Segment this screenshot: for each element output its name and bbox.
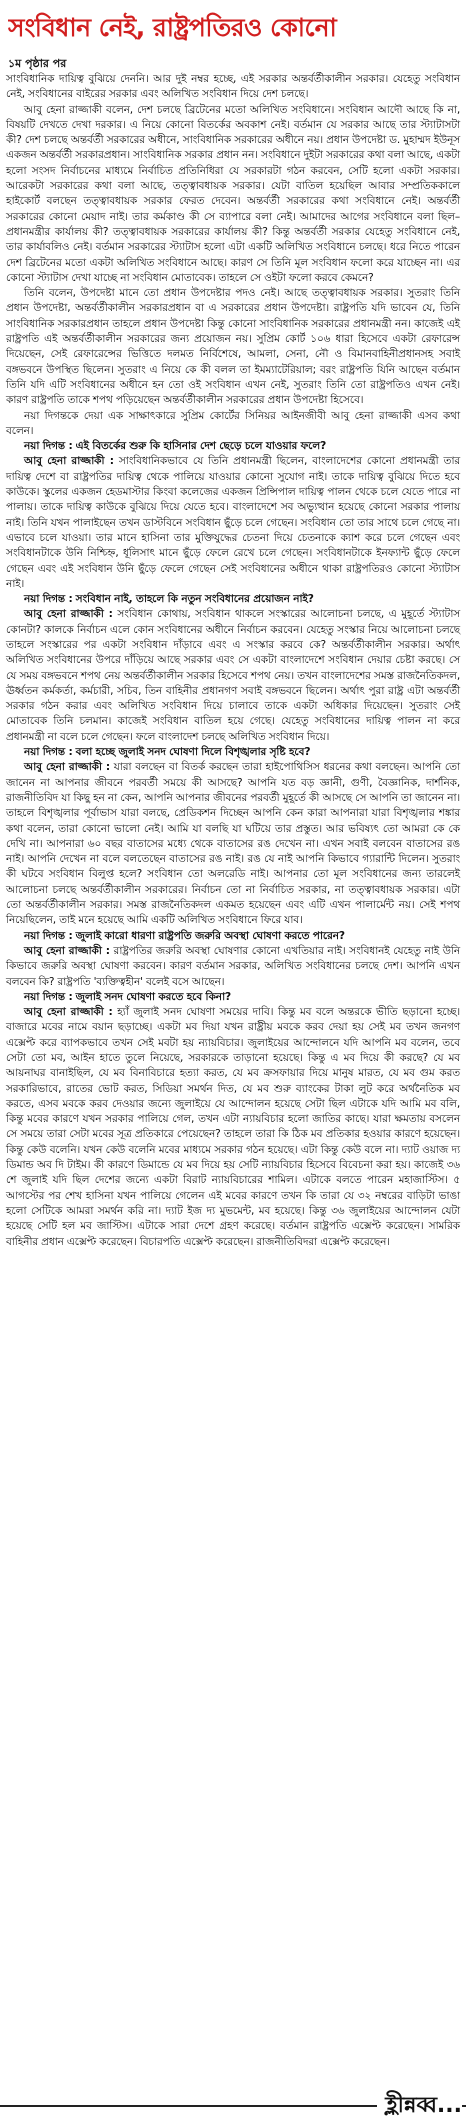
question-paragraph: [6, 592, 460, 607]
answer-paragraph: [6, 454, 460, 592]
speaker-label: আবু হেনা রাজ্জাকী :: [24, 944, 110, 957]
answer-text: যারা বলছেন বা বিতর্ক করছেন তারা হাইপোথিসিস ধরনের কথা বলছেন। আপনি তো জানেন না আপনার জীবনে পরবর্তী সময়ে কী আসছে? আপনি যত বড় জ্ঞানী, গুণী, বৈজ্ঞানিক, দার্শনিক, রাজনীতিবিদ যা কিছু হন না কেন, আপনি আপনার জীবনের পরবর্তী মুহূর্তে কী আসছে সে আপনি তা জানেন না। তাহলে বিশৃঙ্খলার পূর্বাভাস যারা বলছে, প্রেডিকশন দিচ্ছেন আপনি কেন কারা আপনারা যারা বিশৃঙ্খলার শঙ্কার কথা বলেন, তারা কোনো ভালো নেই। আমি যা বলছি যা ঘটিয়ে তার প্রস্তুত। আর ভবিষ্যৎ তো আমরা কে কে দেখি না। আপনারা ৬০ বছর বাতাসের মধ্যে থেকে বাতাসের রঙ দেখেন না। এখন সবাই বলবেন বাতাসের রঙ নাই। আপনি দেখেন না বলে বলতেছেন বাতাসের রঙ নাই। রঙ যে নাই আপনি কিভাবে গ্যারান্টি দিলেন। সুতরাং কী ঘটবে সংবিধান বিলুপ্ত হলে? সংবিধান তো অলরেডি নাই। আপনার তো মূল সংবিধানের জন্য তারলেই আলোচনা চলছে অন্তর্বর্তীকালীন সরকারের। নির্বাচন তো না নির্বাচিত সরকার, না তত্ত্বাবধায়ক সরকার। এটা তো অন্তর্বর্তীকালীন সরকার। সমস্ত রাজনৈতিকদল একমত হয়েছেন এবং এটি এখন পালার্মেন্ট নয়। সেই শপথ নিয়েছিলেন, তাই মনে হয়েছে আমি একটি অলিখিত সংবিধানে ফিরে যাব।: [6, 761, 461, 927]
question-paragraph: [6, 439, 460, 454]
question-text: বলা হচ্ছে জুলাই সনদ ঘোষণা দিলে বিশৃঙ্খলার সৃষ্টি হবে?: [75, 746, 311, 759]
footer-text: হ্লীন্নব্ব...: [377, 2091, 462, 2121]
question-text: এই বিতর্কের শুরু কি হাসিনার দেশ ছেড়ে চলে যাওয়ার ফলে?: [75, 440, 327, 453]
page-footer: [0, 2081, 466, 2121]
answer-paragraph: [6, 1005, 460, 1250]
answer-text: সাংবিধানিকভাবে যে তিনি প্রধানমন্ত্রী ছিলেন, বাংলাদেশের কোনো প্রধানমন্ত্রী তার দায়িত্ব দেশে বা রাষ্ট্রপতির দায়িত্ব থেকে পালিয়ে যাওয়ার কোনো সুযোগ নাই। তাকে দায়িত্ব বুঝিয়ে দিতে হবে কাউকে। স্কুলের একজন হেডমাস্টার কিংবা কলেজের একজন প্রিন্সিপাল দায়িত্ব পালন থেকে চলে যেতে পারে না পালায়। তাকে দায়িত্ব কাউকে বুঝিয়ে দিয়ে যেতে হবে। বাংলাদেশে সব অভ্যুত্থান হয়েছে কোনো সরকার পালায় নাই। তিনি যখন পালাইছেন তখন ডাস্টবিনে সংবিধান ছুঁড়ে চলে গেছেন। সংবিধান তো তার সাথে চলে গেছে না। এভাবে চলে যাওয়া। তার মানে হাসিনা তার মুক্তিযুদ্ধের চেতনা দিয়ে চেতনাকে ক্যাশ করে চলে গেছেন এবং সংবিধানটাকে উনি নিশ্চিহ্ন, ধূলিসাৎ মানে ছুঁড়ে ফেলে রেখে চলে গেছেন। সংবিধানটাকে ইনফ্যান্ট ছুঁড়ে ফেলে গেছেন এবং এই সংবিধান উনি ছুঁড়ে ফেলে গেছেন সেই সংবিধানের অধীনে থাকা রাষ্ট্রপতিরও কোনো স্ট্যাটাস নাই।: [6, 455, 460, 590]
answer-text: হ্যাঁ জুলাই সনদ ঘোষণা সময়ের দাবি। কিন্তু মব বলে অন্তরকে ভীতি ছড়ানো হচ্ছে। বাজারে মবের নামে বয়ান ছড়াচ্ছে। একটা মব দিয়া যখন রাষ্ট্রীয় মবকে করব দেয়া হয় সেই মব তখন জনগণ এক্সেপ্ট করে ব্যাপকভাবে তখন সেই মবটা হয় ন্যায়বিচার। জুলাইয়ের আন্দোলনে যদি আপনি মব বলেন, তবে সেটা তো মব, আইন হাতে তুলে নিয়েছে, সরকারকে তাড়ানো হয়েছে। কিন্তু এ মব দিয়ে কী করছে? যে মব আয়নাঘর বানাইছিল, যে মব বিনাবিচারে হত্যা করত, যে মব ক্রসফায়ার দিয়ে মানুষ মারত, যে মব গুম করত সরকারিভাবে, রাতের ভোট করত, সিডিয়া সমর্থন দিত, যে মব শুরু ব্যাংকের টাকা লুট করে অর্থনৈতিক মব করতে, এসব মবকে করব দেওয়ার জন্যে জুলাইয়ে যে আন্দোলন হয়েছে সেটা ছিল এটাকে যদি আমি মব বলি, কিন্তু মবের কারণে যখন সরকার পালিয়ে গেল, তখন এটা ন্যায়বিচার হলো জাতির কাছে। যারা ক্ষমতায় বসলেন সে সময়ে তারা সেটা মবের সূত্র প্রতিকারে পেয়েছেন? তাহলে তারা কি ঠিক মব প্রতিকার হওয়ার কারণে হয়েছেন। কিন্তু কেউ বলেনি। যখন কেউ বলেনি মবের মাধ্যমে সরকার গঠন হয়েছে। এটা কিন্তু কেউ বলে না। দ্যাট ওয়াজ দ্য ডিমান্ড অব দি টাইম। কী কারণে ডিমান্ডে যে মব দিয়ে হয় সেটি ন্যায়বিচার হিসেবে বিবেচনা করা হয়। কাজেই ৩৬ শে জুলাই যদি ছিল দেশের জন্যে একটা বিরাট ন্যায়বিচারের শামিল। এটাকে বলতে পারেন মহাজাস্টিস। ৫ আগস্টের পর শেখ হাসিনা যখন পালিয়ে গেলেন এই মবের কারণে তখন কি তারা যে ৩২ নম্বরের বাড়িটা ভাঙা হলো সেটিকে আমরা সমর্থন করি না। দ্যাট ইজ দ্য মুভমেন্ট, মব হয়েছে। কিন্তু ৩৬ জুলাইয়ের আন্দোলন যেটা হয়েছে সেটি হল মব জাস্টিস। এটাকে সারা দেশে গ্রহণ করেছে। বর্তমান রাষ্ট্রপতি এক্সেপ্ট করেছেন। সামরিক বাহিনীর প্রধান এক্সেপ্ট করেছেন। বিচারপতি এক্সেপ্ট করেছেন। রাজনীতিবিদরা এক্সেপ্ট করেছেন।: [6, 1006, 460, 1248]
interviewer-label: নয়া দিগন্ত :: [24, 929, 73, 942]
answer-text: রাষ্ট্রপতির জরুরি অবস্থা ঘোষণার কোনো এখতিয়ার নাই। সংবিধানই যেহেতু নাই উনি কিভাবে জরুরি অবস্থা ঘোষণা করবেন। কারণ বর্তমান সরকার, অলিখিত সংবিধানের চলছে দেশ। আপনি এখন বলবেন কি? রাষ্ট্রপতি 'ব্যক্তিত্বহীন' বলেই বসে আছেন।: [6, 944, 460, 988]
question-text: জুলাই কারো ধারণা রাষ্ট্রপতি জরুরি অবস্থা ঘোষণা করতে পারেন?: [75, 929, 345, 942]
article-body: [6, 72, 460, 1250]
interviewer-label: নয়া দিগন্ত :: [24, 746, 73, 759]
article-headline: সংবিধান নেই, রাষ্ট্রপতিরও কোনো: [8, 13, 337, 42]
speaker-label: আবু হেনা রাজ্জাকী :: [24, 455, 114, 468]
answer-text: সংবিধান কোথায়, সংবিধান থাকলে সংস্কারের আলোচনা চলছে, এ মুহূর্তে স্ট্যাটাস কোনটা? কালকে নির্বাচন এলে কোন সংবিধানের অধীনে নির্বাচন করবেন। যেহেতু সংস্কার নিয়ে আলোচনা চলছে তাহলে সংস্কারের পর একটা সংবিধান দাঁড়াবে এবং এ সংস্কার করবে কে? অন্তর্বর্তীকালীন সরকার। অর্থাৎ অলিখিত সংবিধানের উপরে দাঁড়িয়ে আছে সরকার এবং সে একটা বাংলাদেশে সংবিধান দেয়ার চেষ্টা করছে। সে যে সময় বঙ্গভবনে শপথ নেয় অন্তর্বর্তীকালীন সরকার হিসেবে শপথ নেয়। তখন বাংলাদেশের সমস্ত রাজনৈতিকদল, ঊর্ধ্বতন কর্মকর্তা, কর্মচারী, সচিব, তিন বাহিনীর প্রধানগণ সবাই বঙ্গভবনে ছিলেন। অর্থাৎ পুরা রাষ্ট্র এটা অন্তর্বর্তী সরকার গঠন করার এবং অলিখিত সংবিধান দিয়ে চালাবে তাকে একটা অধিকার দিয়েছেন। সুতরাং সেই মোতাবেক তিনি চলমান। কাজেই সংবিধান বাতিল হয়ে গেছে। যেহেতু সংবিধানের দায়িত্ব পালন না করে প্রধানমন্ত্রী না বলে চলে গেছেন। ফলে বাংলাদেশ চলছে অলিখিত সংবিধান দিয়ে।: [6, 608, 460, 743]
question-text: জুলাই সনদ ঘোষণা করতে হবে কিনা?: [75, 990, 231, 1003]
answer-paragraph: [6, 944, 460, 990]
paragraph: তিনি বলেন, উপদেষ্টা মানে তো প্রধান উপদেষ্টার পদও নেই। আছে তত্ত্বাবধায়ক সরকার। সুতরাং তিনি প্রধান উপদেষ্টা, অন্তর্বর্তীকালীন সরকারপ্রধান বা এ সরকারের প্রধান উপদেষ্টা। রাষ্ট্রপতি যদি ভাবেন যে, তিনি সাংবিধানিক সরকারপ্রধান তাহলে প্রধান উপদেষ্টা কিন্তু কোনো সাংবিধানিক সরকারের প্রধানমন্ত্রী নন। কাজেই এই রাষ্ট্রপতি এই অন্তর্বর্তীকালীন সরকারের জন্য প্রয়োজন নয়। সুপ্রিম কোর্ট ১০৬ ধারা হিসেবে একটা রেফারেন্স দিয়েছেন, সেই রেফারেন্সের ভিত্তিতে দলমত নির্বিশেষে, আমলা, সেনা, নৌ ও বিমানবাহিনীপ্রধানসহ সবাই বঙ্গভবনে উপস্থিত ছিলেন। সুতরাং এ নিয়ে কে কী বলল তা ইমম্যাটেরিয়াল; বরং রাষ্ট্রপতি যিনি আছেন বর্তমান তিনি যদি এটি সংবিধানের অধীনে হন তো ওই সংবিধান এখন নেই, সুতরাং তিনি তো রাষ্ট্রপতিও এখন নেই। কারণ রাষ্ট্রপতি তাকে শপথ পড়িয়েছেন অন্তর্বর্তীকালীন সরকারের প্রধান উপদেষ্টা হিসেবে।: [6, 287, 460, 407]
interviewer-label: নয়া দিগন্ত :: [24, 593, 73, 606]
paragraph: নয়া দিগন্তকে দেয়া এক সাক্ষাৎকারে সুপ্রিম কোর্টের সিনিয়র আইনজীবী আবু হেনা রাজ্জাকী এসব কথা বলেন।: [6, 409, 460, 437]
paragraph: সাংবিধানিক দায়িত্ব বুঝিয়ে দেননি। আর দুই নম্বর হচ্ছে, এই সরকার অন্তর্বর্তীকালীন সরকার। যেহেতু সংবিধান নেই, সংবিধানের বাইরের সরকার এবং অলিখিত সংবিধান দিয়ে দেশ চলছে।: [6, 73, 460, 101]
speaker-label: আবু হেনা রাজ্জাকী :: [24, 608, 113, 621]
question-paragraph: [6, 929, 460, 944]
question-paragraph: [6, 745, 460, 760]
continued-from-label: ১ম পৃষ্ঠার পর: [8, 57, 67, 70]
interviewer-label: নয়া দিগন্ত :: [24, 990, 73, 1003]
answer-paragraph: [6, 760, 460, 928]
paragraph: আবু হেনা রাজ্জাকী বলেন, দেশ চলছে ব্রিটেনের মতো অলিখিত সংবিধানে। সংবিধান আদৌ আছে কি না, বিষয়টি দেখতে দেখা দরকার। এ নিয়ে কোনো বিতর্কের অবকাশ নেই। বর্তমান যে সরকার আছে তার স্ট্যাটাসটা কী? দেশ চলছে অন্তর্বর্তী সরকারের অধীনে, সাংবিধানিক সরকারের অধীনে নয়। প্রধান উপদেষ্টা ড. মুহাম্মদ ইউনূস একজন অন্তর্বর্তী সরকারপ্রধান। সাংবিধানিক সরকার প্রধান নন। সংবিধানে দুইটা সরকারের কথা বলা আছে, একটা হলো সংসদ নির্বাচনের মাধ্যমে নির্বাচিত প্রতিনিধিরা যে সরকারটা গঠন করবেন, সেটি হলো একটা সরকার। আরেকটা সরকারের কথা বলা আছে, তত্ত্বাবধায়ক সরকার। যেটা বাতিল হয়েছিল আবার সম্প্রতিককালে হাইকোর্ট বলছেন তত্ত্বাবধায়ক সরকার ফেরত দেবেন। অন্তর্বর্তী সরকারের কথা সংবিধানে নেই। অন্তর্বর্তী সরকারের কোনো মেয়াদ নাই। তার কর্মকাণ্ড কী সে ব্যাপারে বলা নেই। আমাদের আগের সংবিধানে বলা ছিল– প্রধানমন্ত্রীর কার্যালয় কী? তত্ত্বাবধায়ক সরকারের কার্যালয় কী? কিন্তু অন্তর্বর্তী সরকার যেহেতু সংবিধানে নেই, তার কার্যাবলিও নেই। বর্তমান সরকারের স্ট্যাটাস হলো এটা একটি অলিখিত সংবিধানে চলছে। ধরে নিতে পারেন দেশ ব্রিটেনের মতো একটা অলিখিত সংবিধানে আছে। কারণ সে তিনি মূল সংবিধান ফলো করে যাচ্ছেন না। এর কোনো স্ট্যাটাস দেখা যাচ্ছে না সংবিধান মোতাবেক। তাহলে সে ওইটা ফলো করবে কেমনে?: [6, 103, 460, 284]
interviewer-label: নয়া দিগন্ত :: [24, 440, 73, 453]
question-paragraph: [6, 990, 460, 1005]
question-text: সংবিধান নাই, তাহলে কি নতুন সংবিধানের প্রয়োজন নাই?: [75, 593, 314, 606]
answer-paragraph: [6, 607, 460, 745]
speaker-label: আবু হেনা রাজ্জাকী :: [24, 1006, 113, 1019]
speaker-label: আবু হেনা রাজ্জাকী :: [24, 761, 110, 774]
